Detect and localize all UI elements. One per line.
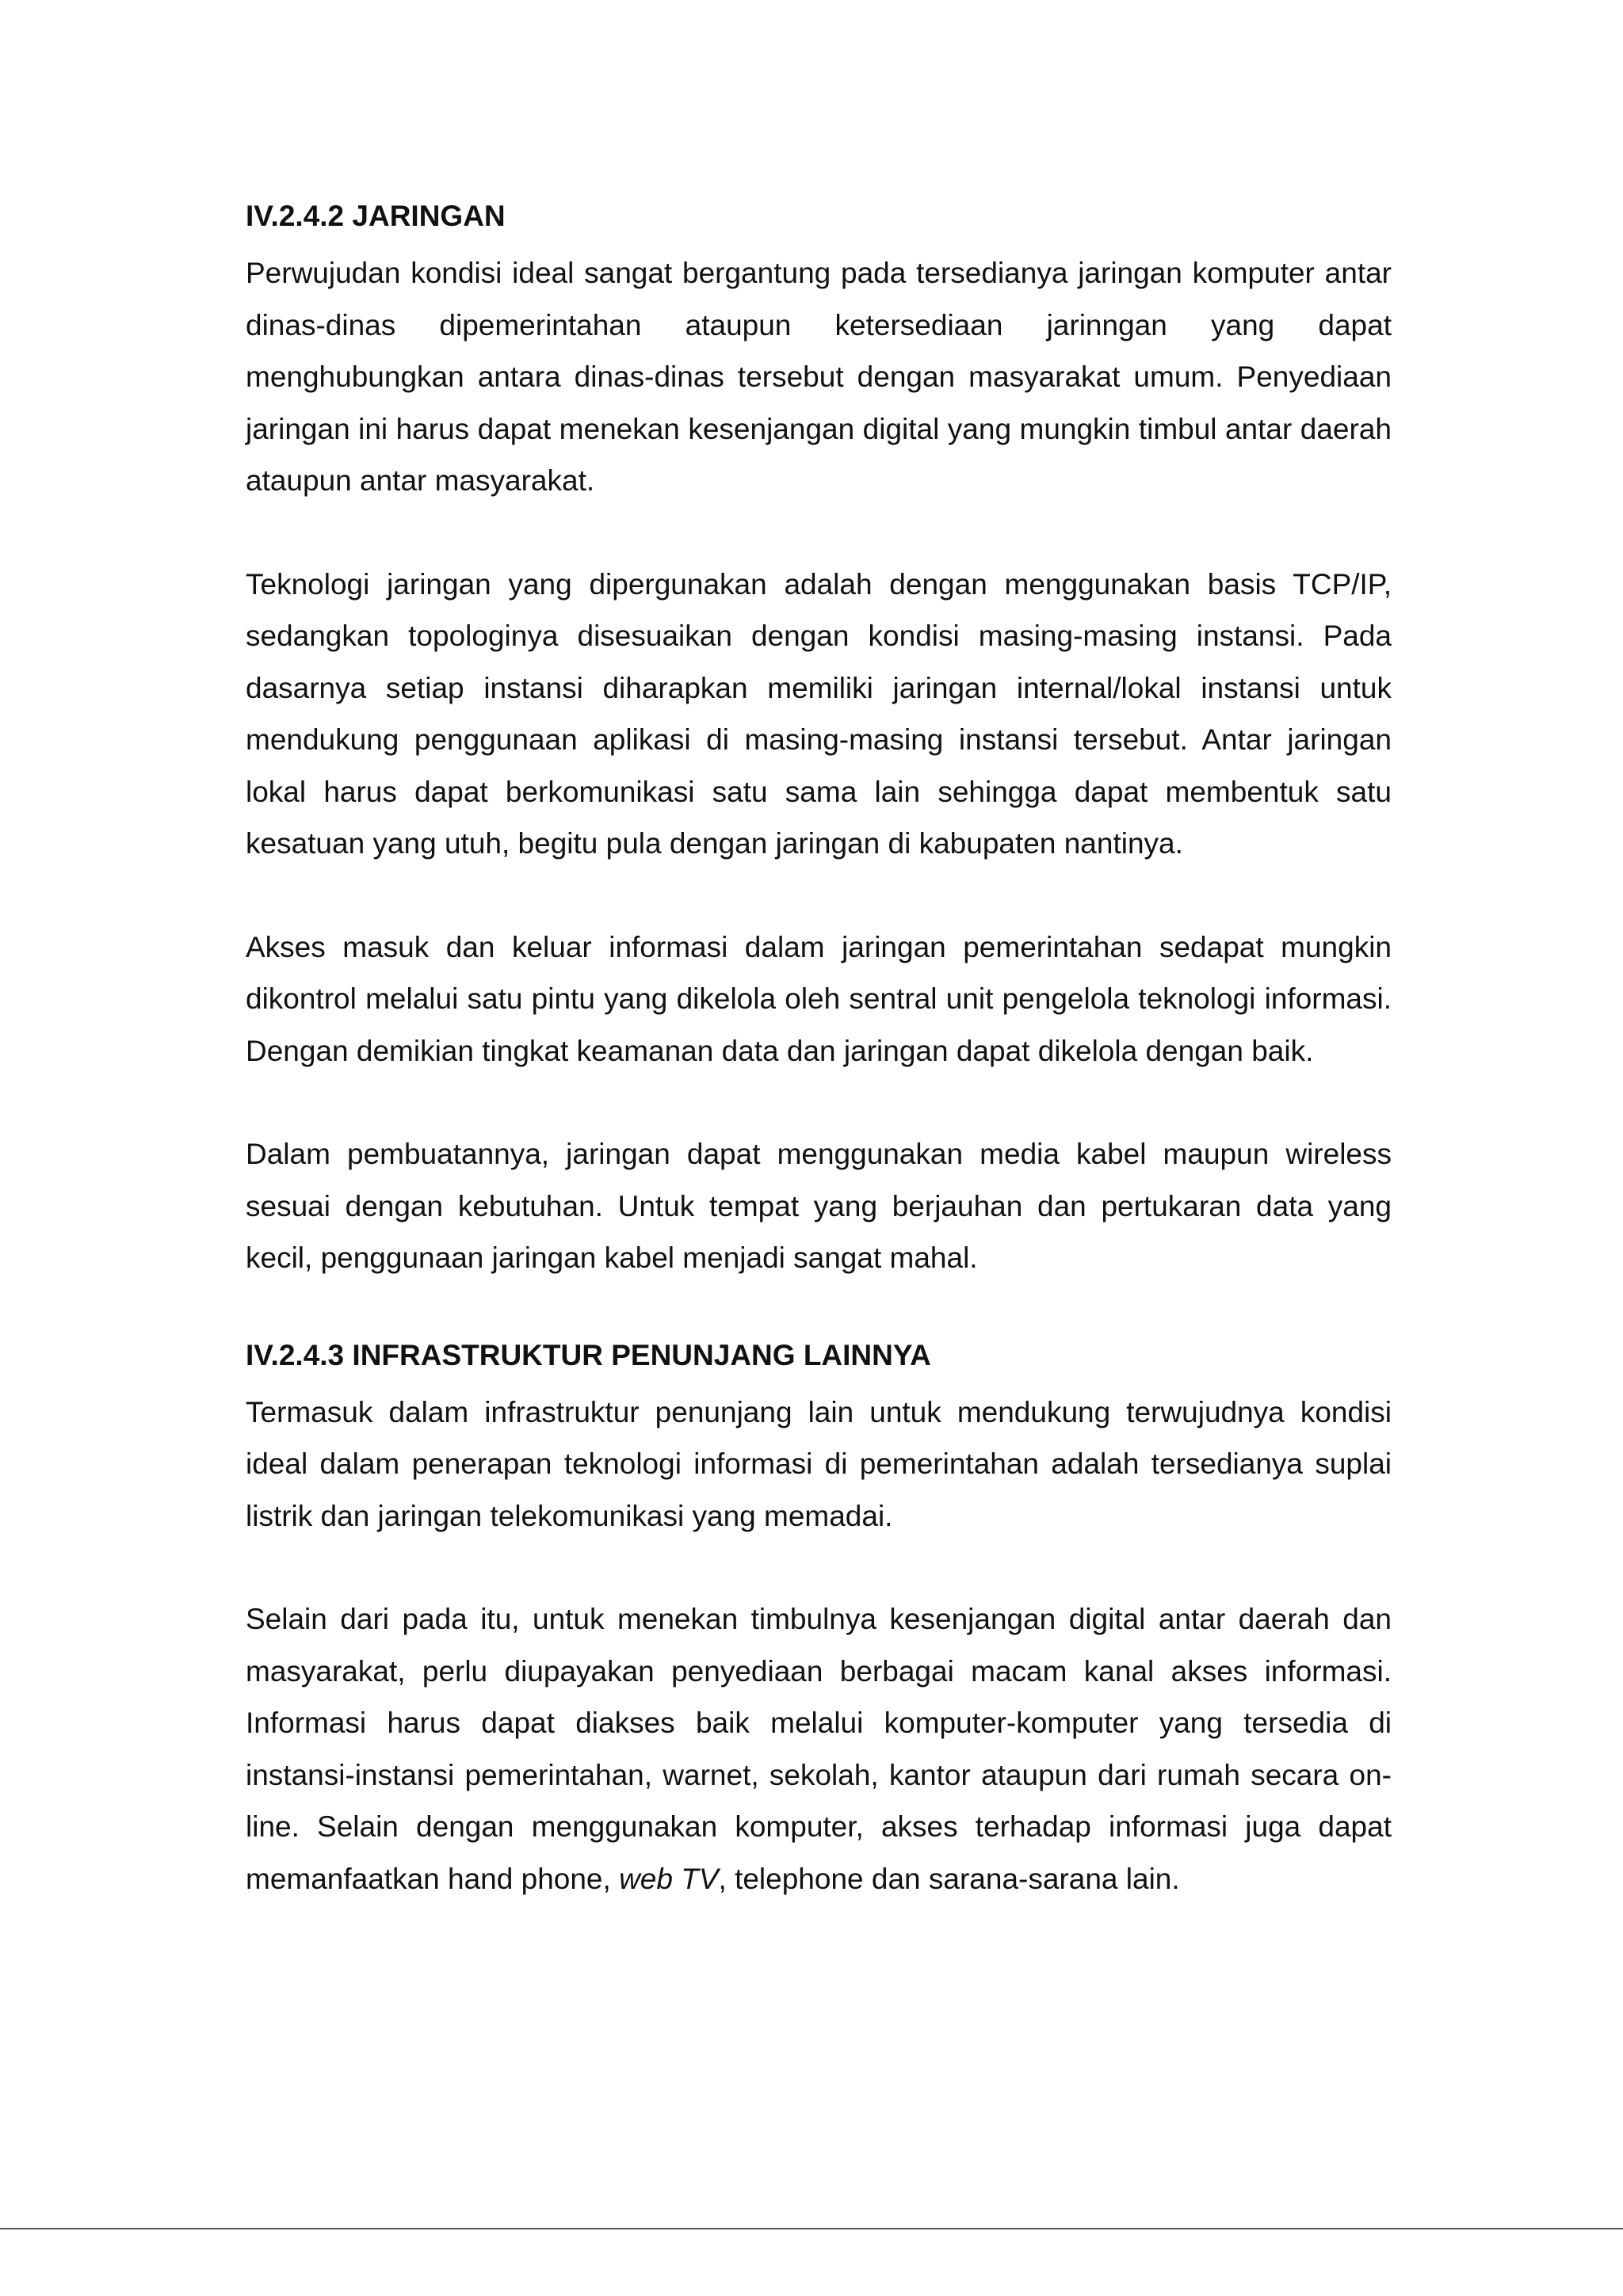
spacer: [246, 1077, 1392, 1128]
paragraph-infrastruktur-2: [246, 1593, 1392, 1905]
paragraph-text: Selain dari pada itu, untuk menekan timbulnya kesenjangan digital antar daerah dan masyarakat, perlu diupayakan penyediaan berbagai macam kanal akses informasi. Informasi harus dapat diakses baik melalui komputer-komputer yang tersedia di instansi-instansi pemerintahan, warnet, sekolah, kantor ataupun dari rumah secara on-line. Selain dengan menggunakan komputer, akses terhadap informasi juga dapat memanfaatkan hand phone,: [246, 1603, 1392, 1895]
paragraph-jaringan-3: Akses masuk dan keluar informasi dalam jaringan pemerintahan sedapat mungkin dikontrol melalui satu pintu yang dikelola oleh sentral unit pengelola teknologi informasi. Dengan demikian tingkat keamanan data dan jaringan dapat dikelola dengan baik.: [246, 930, 1392, 1067]
spacer: [246, 236, 1392, 247]
spacer: [246, 507, 1392, 559]
spacer: [246, 1542, 1392, 1593]
paragraph-infrastruktur-1: Termasuk dalam infrastruktur penunjang lain untuk mendukung terwujudnya kondisi ideal dalam penerapan teknologi informasi di pemerintahan adalah tersedianya suplai listrik dan jaringan telekomunikasi yang memadai.: [246, 1395, 1392, 1532]
section-heading-jaringan: IV.2.4.2 JARINGAN: [246, 200, 506, 232]
paragraph-jaringan-1: Perwujudan kondisi ideal sangat bergantung pada tersedianya jaringan komputer antar dinas-dinas dipemerintahan ataupun ketersediaan jarinngan yang dapat menghubungkan antara dinas-dinas tersebut dengan masyarakat umum. Penyediaan jaringan ini harus dapat menekan kesenjangan digital yang mungkin timbul antar daerah ataupun antar masyarakat.: [246, 257, 1392, 497]
section-heading-infrastruktur: IV.2.4.3 INFRASTRUKTUR PENUNJANG LAINNYA: [246, 1338, 931, 1371]
page-content: [246, 196, 1392, 1905]
paragraph-jaringan-4: Dalam pembuatannya, jaringan dapat menggunakan media kabel maupun wireless sesuai dengan kebutuhan. Untuk tempat yang berjauhan dan pertukaran data yang kecil, penggunaan jaringan kabel menjadi sangat mahal.: [246, 1138, 1392, 1274]
paragraph-text: , telephone dan sarana-sarana lain.: [718, 1862, 1180, 1895]
footer-divider: [0, 2228, 1623, 2229]
spacer: [246, 1284, 1392, 1336]
spacer: [246, 1375, 1392, 1386]
paragraph-jaringan-2: Teknologi jaringan yang dipergunakan adalah dengan menggunakan basis TCP/IP, sedangkan topologinya disesuaikan dengan kondisi masing-masing instansi. Pada dasarnya setiap instansi diharapkan memiliki jaringan internal/lokal instansi untuk mendukung penggunaan aplikasi di masing-masing instansi tersebut. Antar jaringan lokal harus dapat berkomunikasi satu sama lain sehingga dapat membentuk satu kesatuan yang utuh, begitu pula dengan jaringan di kabupaten nantinya.: [246, 567, 1392, 860]
italic-term: web TV: [619, 1862, 719, 1895]
spacer: [246, 870, 1392, 921]
